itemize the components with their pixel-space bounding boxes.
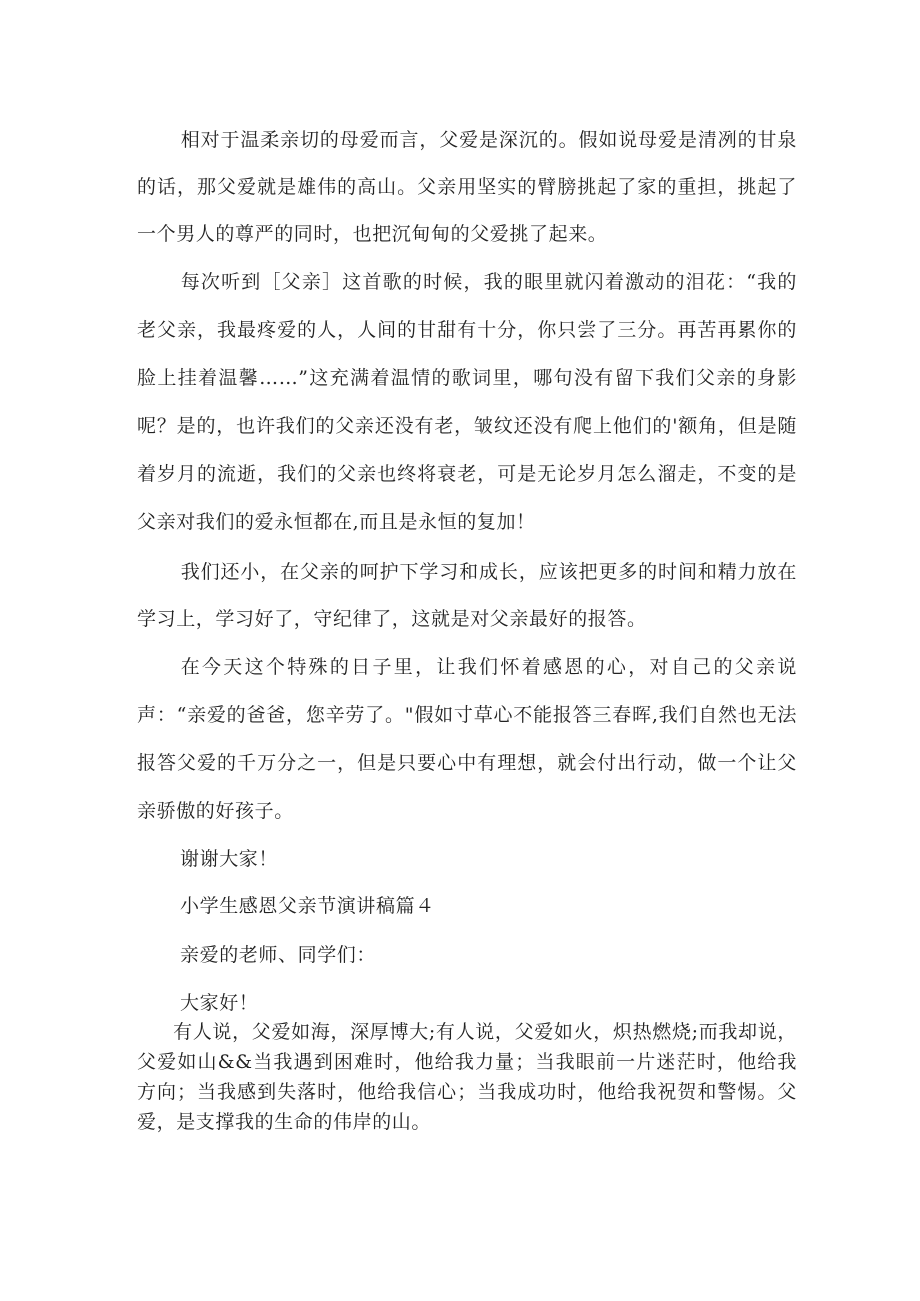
paragraph-gratitude: 在今天这个特殊的日子里，让我们怀着感恩的心，对自己的父亲说声：“亲爱的爸爸，您辛劳了。"假如寸草心不能报答三春晖,我们自然也无法报答父爱的千万分之一，但是只要心中有理想，就会付出行动，做一个让父亲骄傲的好孩子。 — [137, 656, 797, 822]
greeting-line: 亲爱的老师、同学们： — [180, 944, 377, 966]
paragraph-fatherly-love: 相对于温柔亲切的母爱而言，父爱是深沉的。假如说母爱是清冽的甘泉的话，那父爱就是雄伟的高山。父亲用坚实的臂膀挑起了家的重担，挑起了一个男人的尊严的同时，也把沉甸甸的父爱挑了起来。 — [137, 129, 797, 245]
paragraph-study: 我们还小，在父亲的呵护下学习和成长，应该把更多的时间和精力放在学习上，学习好了，守纪律了，这就是对父亲最好的报答。 — [137, 561, 797, 630]
section-title: 小学生感恩父亲节演讲稿篇４ — [180, 895, 435, 917]
paragraph-song-lyrics: 每次听到［父亲］这首歌的时候，我的眼里就闪着激动的泪花：“我的老父亲，我最疼爱的人，人间的甘甜有十分，你只尝了三分。再苦再累你的脸上挂着温馨……”这充满着温情的歌词里，哪句没有留下我们父亲的身影呢？是的，也许我们的父亲还没有老，皱纹还没有爬上他们的'额角，但是随着岁月的流逝，我们的父亲也终将衰老，可是无论岁月怎么溜走，不变的是父亲对我们的爱永恒都在,而且是永恒的复加！ — [137, 271, 797, 533]
paragraph-father-mountain: 有人说，父爱如海，深厚博大;有人说，父爱如火，炽热燃烧;而我却说，父爱如山&&当我遇到困难时，他给我力量；当我眼前一片迷茫时，他给我方向；当我感到失落时，他给我信心；当我成功时，他给我祝贺和警惕。父爱，是支撑我的生命的伟岸的山。 — [137, 1021, 797, 1133]
hello-line: 大家好！ — [180, 992, 259, 1014]
thanks-line: 谢谢大家！ — [180, 848, 279, 870]
